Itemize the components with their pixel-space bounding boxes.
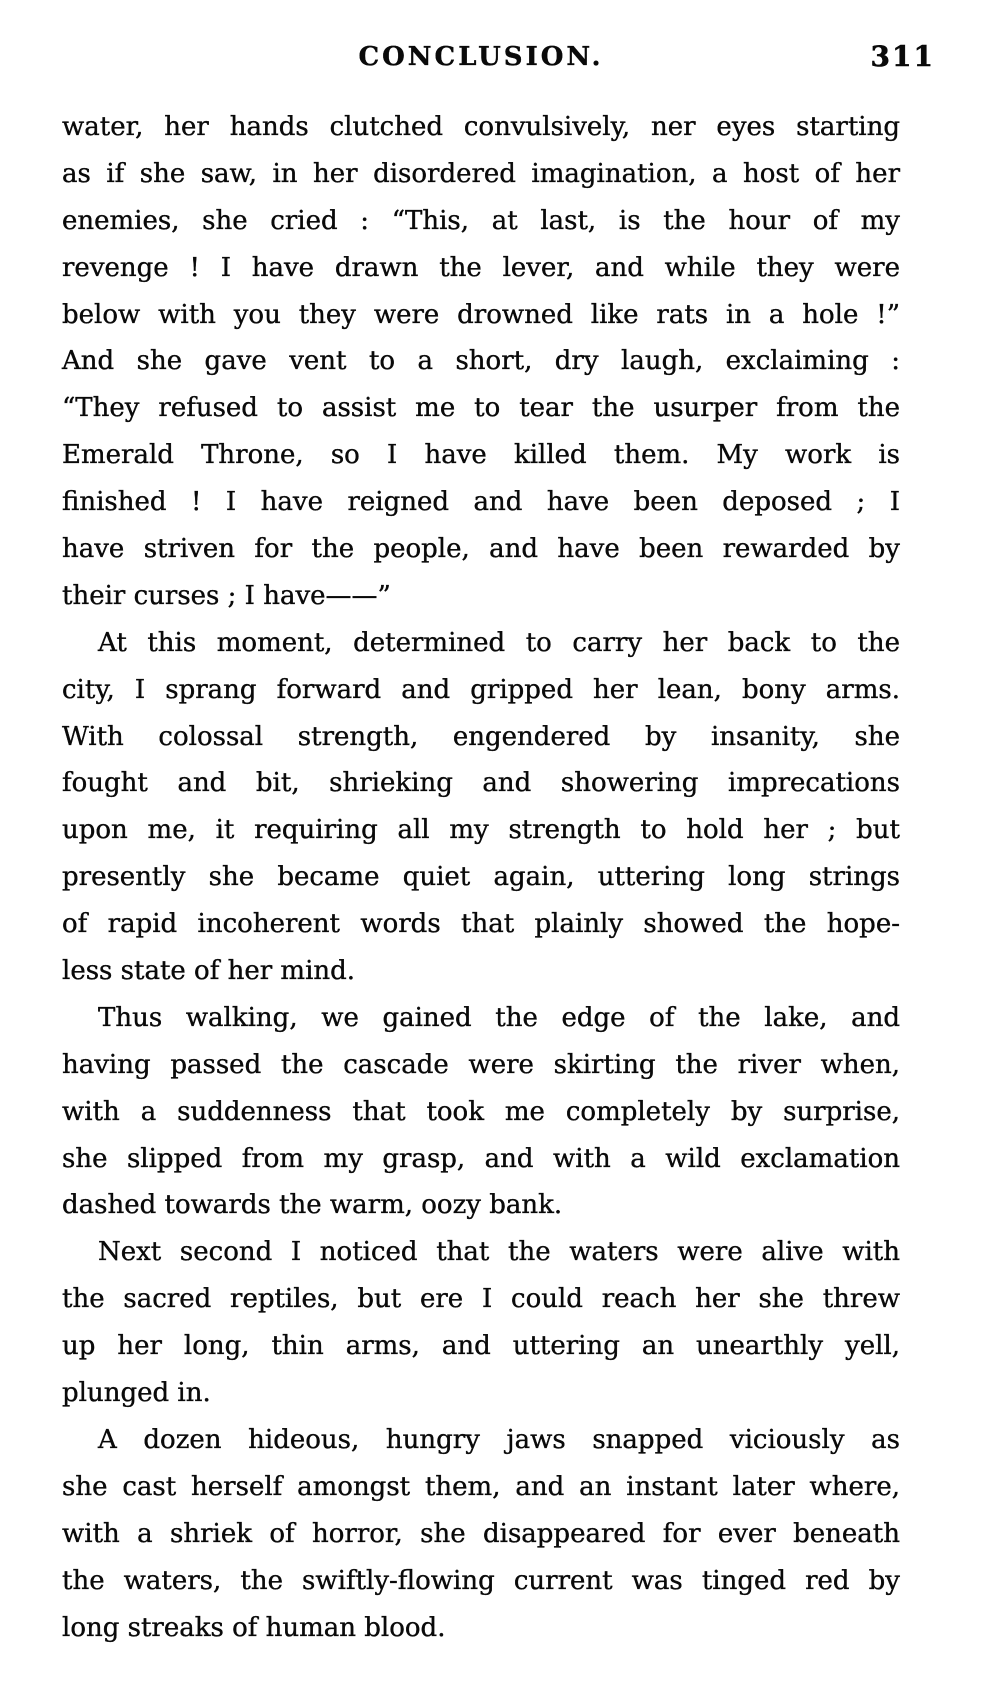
text-line: water, her hands clutched convulsively, ner eyes starting <box>62 112 900 142</box>
text-line: of rapid incoherent words that plainly showed the hope- <box>62 909 900 940</box>
text-line: below with you they were drowned like rats in a hole !” <box>62 299 900 330</box>
text-line: revenge ! I have drawn the lever, and while they were <box>62 252 900 283</box>
text-line: enemies, she cried : “This, at last, is the hour of my <box>62 205 900 236</box>
text-line: presently she became quiet again, uttering long strings <box>62 862 900 893</box>
text-line: up her long, thin arms, and uttering an unearthly yell, <box>62 1331 900 1362</box>
text-line: with a suddenness that took me completely by surprise, <box>62 1096 900 1127</box>
text-line: Emerald Throne, so I have killed them. My work is <box>62 440 900 471</box>
text-line: she slipped from my grasp, and with a wild exclamation <box>62 1143 900 1174</box>
text-line: A dozen hideous, hungry jaws snapped viciously as <box>98 1424 900 1455</box>
text-line: At this moment, determined to carry her back to the <box>98 627 900 658</box>
text-line: fought and bit, shrieking and showering imprecations <box>62 768 900 799</box>
text-line: Thus walking, we gained the edge of the lake, and <box>98 1002 900 1033</box>
text-line: upon me, it requiring all my strength to hold her ; but <box>62 815 900 846</box>
text-line: Next second I noticed that the waters were alive with <box>98 1237 900 1268</box>
text-line: dashed towards the warm, oozy bank. <box>62 1190 563 1221</box>
text-line: plunged in. <box>62 1378 211 1409</box>
text-line: city, I sprang forward and gripped her lean, bony arms. <box>62 674 900 705</box>
text-line: “They refused to assist me to tear the usurper from the <box>62 393 900 424</box>
text-line: With colossal strength, engendered by insanity, she <box>62 721 900 752</box>
running-header <box>62 40 935 82</box>
text-line: have striven for the people, and have been rewarded by <box>62 534 900 565</box>
text-line: And she gave vent to a short, dry laugh, exclaiming : <box>62 346 900 377</box>
text-line: the waters, the swiftly-flowing current was tinged red by <box>62 1565 900 1596</box>
text-line: less state of her mind. <box>62 956 356 987</box>
text-line: the sacred reptiles, but ere I could reach her she threw <box>62 1284 900 1315</box>
running-header-title: CONCLUSION. <box>358 42 604 72</box>
page-body <box>62 104 900 1651</box>
page-number: 311 <box>870 40 935 73</box>
text-line: with a shriek of horror, she disappeared for ever beneath <box>62 1518 900 1549</box>
text-line: having passed the cascade were skirting the river when, <box>62 1049 900 1080</box>
text-line: she cast herself amongst them, and an instant later where, <box>62 1471 900 1502</box>
text-line: long streaks of human blood. <box>62 1612 446 1643</box>
text-line: finished ! I have reigned and have been deposed ; I <box>62 487 900 518</box>
text-line: their curses ; I have——” <box>62 580 391 611</box>
text-line: as if she saw, in her disordered imagination, a host of her <box>62 158 900 189</box>
